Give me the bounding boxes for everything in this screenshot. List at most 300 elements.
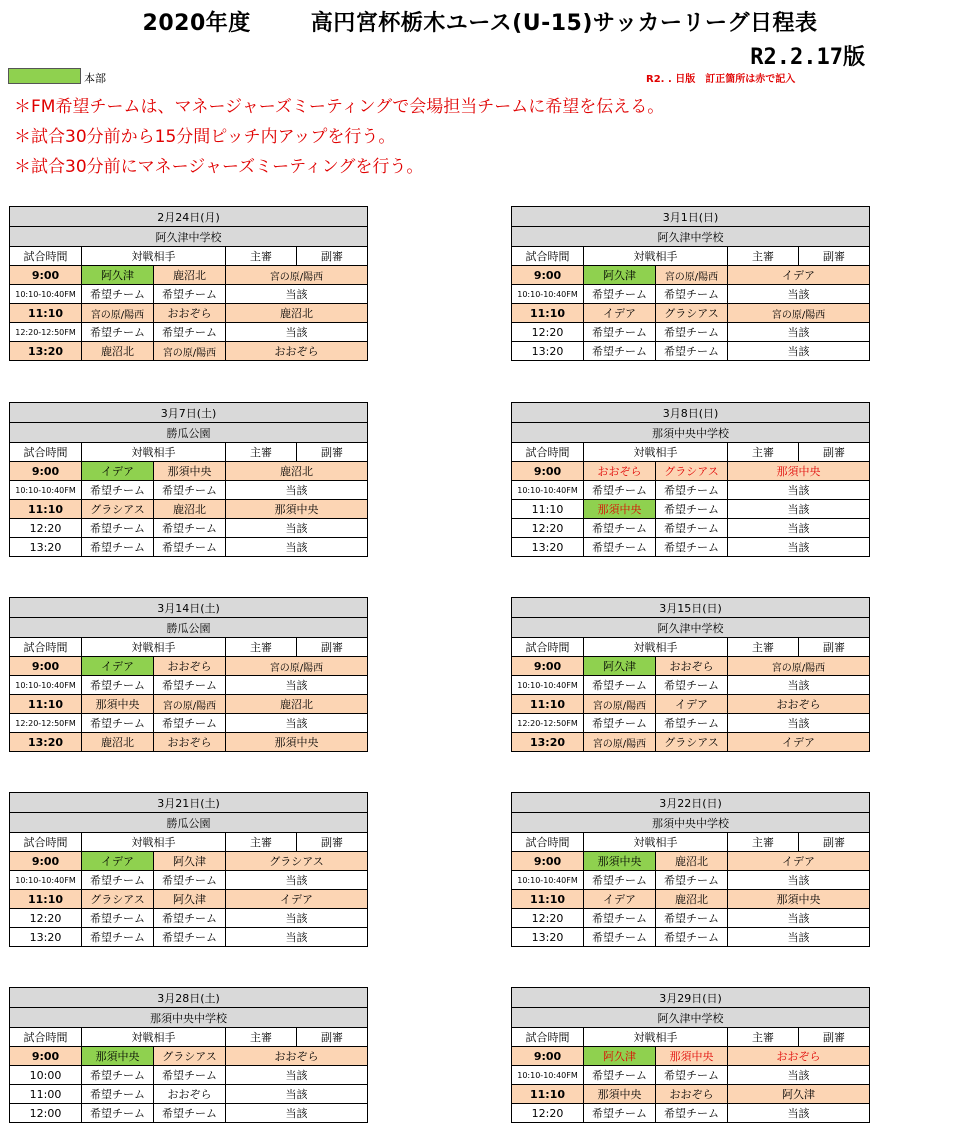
opponents-header: 対戦相手 [82, 443, 226, 462]
match-row [512, 323, 870, 342]
column-header-row [512, 1028, 870, 1047]
time-header: 試合時間 [10, 1028, 82, 1047]
team-b-cell: 鹿沼北 [656, 852, 728, 871]
match-row [512, 714, 870, 733]
date-cell: 3月28日(土) [10, 988, 368, 1008]
date-row [10, 207, 368, 227]
referee-cell: 当該 [226, 676, 368, 695]
match-row [512, 871, 870, 890]
referee-cell: 当該 [728, 714, 870, 733]
match-time: 10:10-10:40FM [10, 481, 82, 500]
match-row [512, 852, 870, 871]
referee-cell: 鹿沼北 [226, 304, 368, 323]
match-time: 9:00 [512, 266, 584, 285]
venue-row [10, 423, 368, 443]
team-b-cell: 希望チーム [656, 323, 728, 342]
team-b-cell: 希望チーム [154, 1104, 226, 1123]
referee-cell: おおぞら [226, 1047, 368, 1066]
notes-list [14, 92, 664, 182]
note-item: ＊試合30分前にマネージャーズミーティングを行う。 [14, 157, 424, 177]
team-a-cell: イデア [82, 657, 154, 676]
match-time: 13:20 [10, 538, 82, 557]
match-time: 10:10-10:40FM [512, 676, 584, 695]
assistant-header: 副審 [297, 833, 368, 852]
team-b-cell: 希望チーム [154, 909, 226, 928]
legend-swatch [8, 68, 81, 84]
team-a-cell: イデア [584, 890, 656, 909]
match-time: 11:10 [10, 500, 82, 519]
column-header-row [10, 247, 368, 266]
match-row [10, 1047, 368, 1066]
match-time: 11:10 [10, 890, 82, 909]
referee-cell: 当該 [728, 285, 870, 304]
referee-cell: 当該 [226, 714, 368, 733]
match-time: 12:20-12:50FM [10, 714, 82, 733]
referee-cell: 那須中央 [226, 733, 368, 752]
referee-cell: 宮の原/陽西 [728, 657, 870, 676]
match-row [512, 1085, 870, 1104]
venue-row [10, 618, 368, 638]
team-b-cell: おおぞら [656, 1085, 728, 1104]
team-a-cell: 阿久津 [584, 266, 656, 285]
match-time: 11:00 [10, 1085, 82, 1104]
team-b-cell: 阿久津 [154, 852, 226, 871]
opponents-header: 対戦相手 [82, 638, 226, 657]
venue-row [512, 618, 870, 638]
match-time: 9:00 [10, 1047, 82, 1066]
time-header: 試合時間 [512, 247, 584, 266]
assistant-header: 副審 [799, 247, 870, 266]
team-a-cell: グラシアス [82, 500, 154, 519]
team-b-cell: グラシアス [656, 462, 728, 481]
match-row [512, 538, 870, 557]
date-row [512, 988, 870, 1008]
opponents-header: 対戦相手 [82, 833, 226, 852]
legend-label: 本部 [84, 72, 106, 85]
date-cell: 2月24日(月) [10, 207, 368, 227]
opponents-header: 対戦相手 [82, 247, 226, 266]
referee-cell: イデア [728, 852, 870, 871]
time-header: 試合時間 [512, 1028, 584, 1047]
match-time: 11:10 [512, 890, 584, 909]
venue-cell: 勝瓜公園 [10, 423, 368, 443]
match-row [512, 481, 870, 500]
team-b-cell: おおぞら [154, 304, 226, 323]
match-row [10, 323, 368, 342]
referee-cell: 鹿沼北 [226, 462, 368, 481]
team-a-cell: 宮の原/陽西 [584, 733, 656, 752]
match-row [10, 481, 368, 500]
page-title [0, 6, 960, 37]
match-row [512, 928, 870, 947]
team-a-cell: 希望チーム [584, 1066, 656, 1085]
time-header: 試合時間 [10, 247, 82, 266]
match-row [512, 266, 870, 285]
referee-cell: 当該 [728, 676, 870, 695]
team-b-cell: グラシアス [656, 733, 728, 752]
referee-cell: グラシアス [226, 852, 368, 871]
column-header-row [10, 638, 368, 657]
match-row [512, 695, 870, 714]
referee-cell: 宮の原/陽西 [226, 266, 368, 285]
referee-cell: 当該 [728, 538, 870, 557]
schedule-table [511, 792, 870, 947]
time-header: 試合時間 [10, 833, 82, 852]
referee-cell: 鹿沼北 [226, 695, 368, 714]
team-b-cell: 希望チーム [656, 1066, 728, 1085]
referee-header: 主審 [226, 247, 297, 266]
date-cell: 3月21日(土) [10, 793, 368, 813]
team-a-cell: 希望チーム [584, 1104, 656, 1123]
column-header-row [512, 443, 870, 462]
match-time: 13:20 [10, 342, 82, 361]
team-b-cell: おおぞら [154, 733, 226, 752]
date-row [512, 403, 870, 423]
match-row [10, 928, 368, 947]
referee-cell: 当該 [226, 871, 368, 890]
match-time: 12:20-12:50FM [512, 714, 584, 733]
match-time: 13:20 [512, 538, 584, 557]
revision-note: R2. . 日版 訂正箇所は赤で記入 [646, 74, 796, 85]
match-time: 10:10-10:40FM [512, 481, 584, 500]
team-b-cell: イデア [656, 695, 728, 714]
team-a-cell: 希望チーム [82, 1085, 154, 1104]
team-b-cell: 阿久津 [154, 890, 226, 909]
team-b-cell: おおぞら [154, 1085, 226, 1104]
column-header-row [512, 638, 870, 657]
assistant-header: 副審 [297, 247, 368, 266]
team-b-cell: おおぞら [656, 657, 728, 676]
referee-cell: 那須中央 [728, 890, 870, 909]
time-header: 試合時間 [10, 443, 82, 462]
match-row [512, 1066, 870, 1085]
referee-header: 主審 [728, 443, 799, 462]
match-row [10, 871, 368, 890]
team-b-cell: 希望チーム [656, 519, 728, 538]
title-year: 2020年度 [142, 11, 251, 36]
schedule-table [9, 792, 368, 947]
referee-cell: 当該 [226, 928, 368, 947]
match-time: 13:20 [10, 733, 82, 752]
match-time: 9:00 [512, 462, 584, 481]
team-a-cell: 宮の原/陽西 [584, 695, 656, 714]
referee-cell: 当該 [728, 323, 870, 342]
time-header: 試合時間 [512, 638, 584, 657]
match-time: 11:10 [512, 695, 584, 714]
referee-header: 主審 [226, 1028, 297, 1047]
referee-cell: おおぞら [728, 695, 870, 714]
match-row [10, 890, 368, 909]
team-a-cell: 希望チーム [584, 909, 656, 928]
team-a-cell: 那須中央 [584, 852, 656, 871]
referee-cell: イデア [728, 266, 870, 285]
team-a-cell: 鹿沼北 [82, 733, 154, 752]
team-b-cell: 希望チーム [656, 928, 728, 947]
team-a-cell: 希望チーム [584, 285, 656, 304]
team-b-cell: 希望チーム [154, 928, 226, 947]
date-cell: 3月7日(土) [10, 403, 368, 423]
team-b-cell: 希望チーム [154, 519, 226, 538]
team-b-cell: 希望チーム [656, 909, 728, 928]
match-row [10, 1085, 368, 1104]
team-b-cell: 希望チーム [656, 714, 728, 733]
match-row [512, 519, 870, 538]
date-row [10, 598, 368, 618]
match-time: 9:00 [10, 852, 82, 871]
referee-header: 主審 [728, 638, 799, 657]
team-a-cell: 希望チーム [82, 538, 154, 557]
venue-cell: 阿久津中学校 [512, 1008, 870, 1028]
match-row [512, 657, 870, 676]
match-row [512, 342, 870, 361]
time-header: 試合時間 [10, 638, 82, 657]
team-b-cell: 希望チーム [656, 285, 728, 304]
venue-cell: 勝瓜公園 [10, 618, 368, 638]
opponents-header: 対戦相手 [584, 833, 728, 852]
referee-header: 主審 [728, 1028, 799, 1047]
referee-cell: イデア [728, 733, 870, 752]
referee-cell: 当該 [728, 519, 870, 538]
team-a-cell: 希望チーム [584, 871, 656, 890]
team-b-cell: 那須中央 [154, 462, 226, 481]
date-cell: 3月1日(日) [512, 207, 870, 227]
match-row [10, 1066, 368, 1085]
schedule-table [9, 987, 368, 1123]
venue-cell: 勝瓜公園 [10, 813, 368, 833]
match-time: 12:20 [10, 909, 82, 928]
match-row [512, 462, 870, 481]
venue-row [512, 423, 870, 443]
venue-row [10, 813, 368, 833]
match-row [512, 676, 870, 695]
version-label: R2.2.17版 [750, 45, 865, 70]
team-b-cell: 希望チーム [656, 500, 728, 519]
referee-header: 主審 [226, 638, 297, 657]
team-b-cell: 宮の原/陽西 [656, 266, 728, 285]
team-b-cell: 宮の原/陽西 [154, 695, 226, 714]
match-time: 10:10-10:40FM [10, 676, 82, 695]
match-time: 12:20-12:50FM [10, 323, 82, 342]
schedule-table [9, 206, 368, 361]
match-row [512, 304, 870, 323]
column-header-row [10, 443, 368, 462]
team-a-cell: 希望チーム [82, 714, 154, 733]
venue-cell: 那須中央中学校 [10, 1008, 368, 1028]
venue-cell: 那須中央中学校 [512, 813, 870, 833]
team-a-cell: 希望チーム [82, 928, 154, 947]
team-b-cell: 希望チーム [656, 538, 728, 557]
match-time: 13:20 [512, 733, 584, 752]
match-row [512, 285, 870, 304]
team-b-cell: 希望チーム [154, 1066, 226, 1085]
team-a-cell: 希望チーム [82, 676, 154, 695]
referee-cell: 当該 [226, 1066, 368, 1085]
date-cell: 3月29日(日) [512, 988, 870, 1008]
team-a-cell: 希望チーム [82, 519, 154, 538]
referee-cell: 当該 [728, 871, 870, 890]
referee-cell: 宮の原/陽西 [226, 657, 368, 676]
referee-cell: 当該 [226, 285, 368, 304]
assistant-header: 副審 [799, 638, 870, 657]
date-row [512, 207, 870, 227]
match-row [10, 852, 368, 871]
team-a-cell: 希望チーム [82, 909, 154, 928]
match-time: 12:20 [10, 519, 82, 538]
match-time: 11:10 [10, 695, 82, 714]
team-a-cell: 那須中央 [584, 1085, 656, 1104]
schedule-table [9, 402, 368, 557]
team-a-cell: 阿久津 [82, 266, 154, 285]
team-b-cell: 希望チーム [656, 871, 728, 890]
note-item: ＊FM希望チームは、マネージャーズミーティングで会場担当チームに希望を伝える。 [14, 97, 665, 117]
referee-header: 主審 [226, 443, 297, 462]
column-header-row [512, 247, 870, 266]
referee-header: 主審 [728, 833, 799, 852]
opponents-header: 対戦相手 [82, 1028, 226, 1047]
match-time: 10:10-10:40FM [10, 871, 82, 890]
match-time: 9:00 [512, 1047, 584, 1066]
referee-cell: 当該 [226, 1104, 368, 1123]
referee-cell: 当該 [226, 1085, 368, 1104]
team-a-cell: 希望チーム [584, 928, 656, 947]
venue-row [512, 227, 870, 247]
team-b-cell: グラシアス [154, 1047, 226, 1066]
match-time: 10:10-10:40FM [512, 285, 584, 304]
match-row [512, 890, 870, 909]
schedule-table [9, 597, 368, 752]
match-row [512, 1104, 870, 1123]
match-time: 12:20 [512, 519, 584, 538]
date-row [10, 403, 368, 423]
referee-header: 主審 [728, 247, 799, 266]
team-a-cell: 希望チーム [584, 519, 656, 538]
time-header: 試合時間 [512, 443, 584, 462]
opponents-header: 対戦相手 [584, 443, 728, 462]
team-a-cell: 那須中央 [82, 1047, 154, 1066]
match-time: 13:20 [512, 928, 584, 947]
referee-cell: おおぞら [226, 342, 368, 361]
team-a-cell: 鹿沼北 [82, 342, 154, 361]
match-time: 12:00 [10, 1104, 82, 1123]
match-time: 12:20 [512, 323, 584, 342]
date-row [10, 988, 368, 1008]
note-item: ＊試合30分前から15分間ピッチ内アップを行う。 [14, 127, 396, 147]
match-time: 10:00 [10, 1066, 82, 1085]
match-time: 12:20 [512, 1104, 584, 1123]
match-time: 9:00 [10, 266, 82, 285]
date-cell: 3月8日(日) [512, 403, 870, 423]
referee-cell: 当該 [728, 909, 870, 928]
match-row [512, 1047, 870, 1066]
referee-cell: 当該 [226, 323, 368, 342]
venue-cell: 阿久津中学校 [512, 227, 870, 247]
match-time: 11:10 [10, 304, 82, 323]
match-row [10, 304, 368, 323]
match-row [10, 676, 368, 695]
team-a-cell: 希望チーム [82, 1066, 154, 1085]
referee-cell: 那須中央 [226, 500, 368, 519]
team-a-cell: 阿久津 [584, 1047, 656, 1066]
assistant-header: 副審 [297, 638, 368, 657]
date-cell: 3月14日(土) [10, 598, 368, 618]
date-cell: 3月22日(日) [512, 793, 870, 813]
venue-cell: 阿久津中学校 [512, 618, 870, 638]
referee-cell: イデア [226, 890, 368, 909]
opponents-header: 対戦相手 [584, 1028, 728, 1047]
referee-cell: 当該 [728, 481, 870, 500]
referee-cell: 当該 [728, 928, 870, 947]
title-text: 高円宮杯栃木ユース(U-15)サッカーリーグ日程表 [310, 11, 818, 36]
match-time: 11:10 [512, 500, 584, 519]
venue-row [512, 813, 870, 833]
team-b-cell: 鹿沼北 [154, 266, 226, 285]
team-a-cell: 阿久津 [584, 657, 656, 676]
team-b-cell: グラシアス [656, 304, 728, 323]
match-time: 9:00 [10, 462, 82, 481]
match-time: 11:10 [512, 304, 584, 323]
team-a-cell: 那須中央 [584, 500, 656, 519]
match-time: 9:00 [512, 657, 584, 676]
team-a-cell: おおぞら [584, 462, 656, 481]
match-time: 9:00 [512, 852, 584, 871]
team-b-cell: 希望チーム [656, 342, 728, 361]
assistant-header: 副審 [297, 443, 368, 462]
match-row [512, 733, 870, 752]
match-row [10, 1104, 368, 1123]
team-b-cell: 鹿沼北 [656, 890, 728, 909]
team-b-cell: 希望チーム [656, 676, 728, 695]
venue-cell: 阿久津中学校 [10, 227, 368, 247]
match-row [10, 500, 368, 519]
match-row [10, 538, 368, 557]
team-b-cell: おおぞら [154, 657, 226, 676]
referee-cell: 那須中央 [728, 462, 870, 481]
team-b-cell: 希望チーム [154, 714, 226, 733]
team-a-cell: 希望チーム [584, 481, 656, 500]
venue-row [512, 1008, 870, 1028]
schedule-table [511, 987, 870, 1123]
match-time: 12:20 [512, 909, 584, 928]
match-row [10, 285, 368, 304]
column-header-row [512, 833, 870, 852]
team-a-cell: イデア [82, 462, 154, 481]
referee-cell: 当該 [226, 481, 368, 500]
team-b-cell: 希望チーム [656, 1104, 728, 1123]
column-header-row [10, 1028, 368, 1047]
match-row [10, 519, 368, 538]
assistant-header: 副審 [799, 1028, 870, 1047]
team-b-cell: 希望チーム [154, 871, 226, 890]
venue-cell: 那須中央中学校 [512, 423, 870, 443]
team-a-cell: 希望チーム [82, 871, 154, 890]
match-time: 13:20 [10, 928, 82, 947]
match-time: 13:20 [512, 342, 584, 361]
match-row [10, 342, 368, 361]
column-header-row [10, 833, 368, 852]
venue-row [10, 227, 368, 247]
team-a-cell: 希望チーム [584, 323, 656, 342]
team-a-cell: イデア [584, 304, 656, 323]
opponents-header: 対戦相手 [584, 247, 728, 266]
match-row [10, 266, 368, 285]
time-header: 試合時間 [512, 833, 584, 852]
team-b-cell: 鹿沼北 [154, 500, 226, 519]
match-row [512, 909, 870, 928]
referee-cell: 当該 [226, 909, 368, 928]
date-row [512, 793, 870, 813]
team-b-cell: 希望チーム [154, 323, 226, 342]
referee-cell: 当該 [226, 519, 368, 538]
